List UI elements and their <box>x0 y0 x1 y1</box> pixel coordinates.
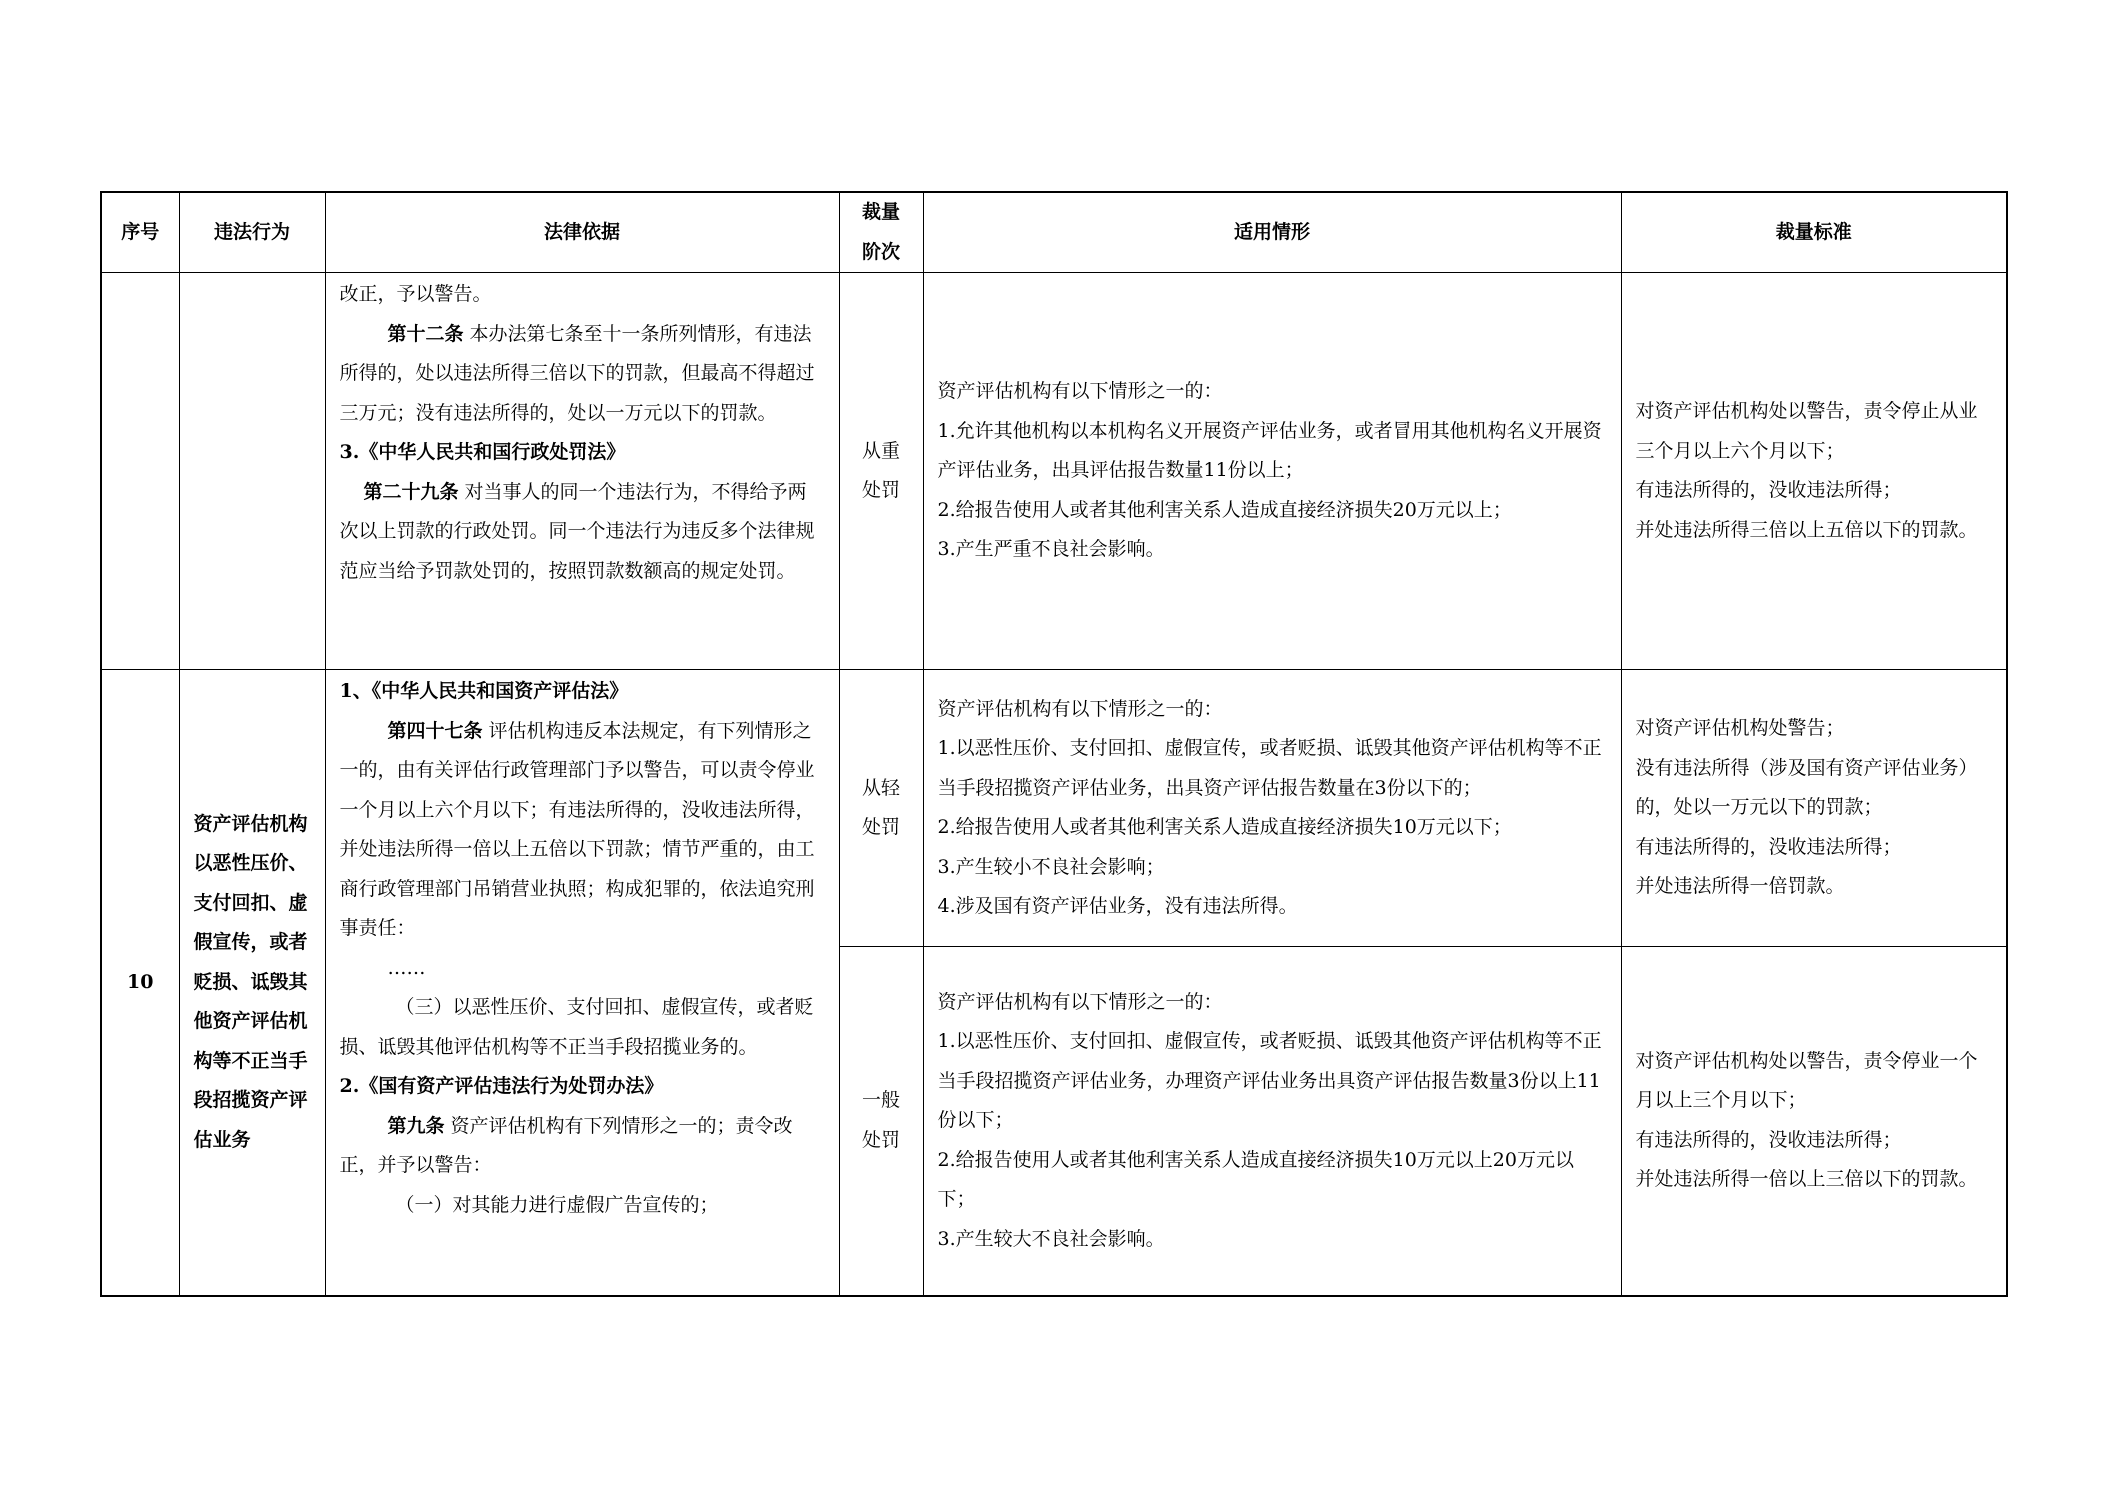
light-situation-line-2: 2.给报告使用人或者其他利害关系人造成直接经济损失10万元以下； <box>937 816 1512 838</box>
light-standard-line-1: 没有违法所得（涉及国有资产评估业务）的，处以一万元以下的罚款； <box>1635 756 1978 819</box>
row-10-law-ellipsis: …… <box>387 956 426 979</box>
general-standard-line-2: 并处违法所得一倍以上三倍以下的罚款。 <box>1635 1168 1978 1191</box>
article-12-lead: 第十二条 <box>387 322 464 345</box>
header-level-line-2: 阶次 <box>861 240 900 263</box>
general-situation-line-2: 2.给报告使用人或者其他利害关系人造成直接经济损失10万元以上20万元以下； <box>937 1148 1574 1210</box>
light-level-cell <box>839 670 923 947</box>
cont-violation-cell <box>179 273 325 670</box>
table-row-10-light <box>101 670 2007 947</box>
light-level-line-2: 处罚 <box>861 816 900 838</box>
cont-level-line-1: 从重 <box>861 439 900 462</box>
header-index: 序号 <box>101 192 179 273</box>
cont-law-para-1 <box>340 315 825 434</box>
cont-standard-cell <box>1621 273 2007 670</box>
light-situation-line-4: 4.涉及国有资产评估业务，没有违法所得。 <box>937 895 1298 917</box>
light-situation-line-3: 3.产生较小不良社会影响； <box>937 855 1165 878</box>
general-standard-line-1: 有违法所得的，没收违法所得； <box>1635 1128 1902 1151</box>
cont-situation-line-2: 2.给报告使用人或者其他利害关系人造成直接经济损失20万元以上； <box>937 498 1512 521</box>
cont-law-cell <box>325 273 839 670</box>
discretion-standard-table <box>100 191 2008 1297</box>
cont-index-cell <box>101 273 179 670</box>
article-9-lead: 第九条 <box>387 1114 445 1137</box>
cont-standard-line-1: 有违法所得的，没收违法所得； <box>1635 479 1902 501</box>
light-situation-line-1: 1.以恶性压价、支付回扣、虚假宣传，或者贬损、诋毁其他资产评估机构等不正当手段招揽资产评估业务，出具资产评估报告数量在3份以下的； <box>937 737 1602 799</box>
light-standard-cell <box>1621 670 2007 947</box>
law-title-state-asset-measures: 2.《国有资产评估违法行为处罚办法》 <box>339 1075 664 1097</box>
table-row-continuation <box>101 273 2007 670</box>
general-situation-line-3: 3.产生较大不良社会影响。 <box>937 1227 1165 1250</box>
general-situation-line-1: 1.以恶性压价、支付回扣、虚假宣传，或者贬损、诋毁其他资产评估机构等不正当手段招揽资产评估业务，办理资产评估业务出具资产评估报告数量3份以上11份以下； <box>937 1030 1602 1131</box>
cont-law-title-admin-penalty: 3.《中华人民共和国行政处罚法》 <box>339 441 626 463</box>
row-10-law-cell <box>325 670 839 1296</box>
cont-situation-line-0: 资产评估机构有以下情形之一的： <box>937 380 1223 403</box>
cont-standard-line-2: 并处违法所得三倍以上五倍以下的罚款。 <box>1635 518 1978 541</box>
row-10-law-item-3: （三）以恶性压价、支付回扣、虚假宣传，或者贬损、诋毁其他评估机构等不正当手段招揽业务的。 <box>339 996 814 1058</box>
cont-situation-line-1: 1.允许其他机构以本机构名义开展资产评估业务，或者冒用其他机构名义开展资产评估业务，出具评估报告数量11份以上； <box>937 419 1602 482</box>
light-standard-line-2: 有违法所得的，没收违法所得； <box>1635 835 1902 858</box>
article-47-lead: 第四十七条 <box>387 719 483 742</box>
general-situation-cell <box>923 947 1621 1296</box>
cont-situation-cell <box>923 273 1621 670</box>
article-12-text: 本办法第七条至十一条所列情形，有违法所得的，处以违法所得三倍以下的罚款，但最高不得超过三万元；没有违法所得的，处以一万元以下的罚款。 <box>339 322 815 424</box>
light-situation-line-0: 资产评估机构有以下情形之一的： <box>937 697 1223 720</box>
row-10-law-item-1: （一）对其能力进行虚假广告宣传的； <box>395 1193 719 1216</box>
header-discretion-level <box>839 192 923 273</box>
light-standard-line-0: 对资产评估机构处警告； <box>1635 717 1845 740</box>
cont-level-cell <box>839 273 923 670</box>
row-10-violation: 资产评估机构以恶性压价、支付回扣、虚假宣传，或者贬损、诋毁其他资产评估机构等不正当手段招揽资产评估业务 <box>179 670 325 1296</box>
general-situation-line-0: 资产评估机构有以下情形之一的： <box>937 990 1223 1013</box>
cont-situation-line-3: 3.产生严重不良社会影响。 <box>937 538 1165 561</box>
light-situation-cell <box>923 670 1621 947</box>
cont-law-para-0: 改正，予以警告。 <box>339 283 492 305</box>
header-applicable-situation: 适用情形 <box>923 192 1621 273</box>
cont-standard-line-0: 对资产评估机构处以警告，责令停止从业三个月以上六个月以下； <box>1635 400 1978 462</box>
general-level-line-2: 处罚 <box>861 1128 900 1151</box>
row-10-index: 10 <box>101 670 179 1296</box>
row-10-law-para-5 <box>340 1107 825 1186</box>
general-standard-cell <box>1621 947 2007 1296</box>
light-level-line-1: 从轻 <box>861 776 900 799</box>
header-level-line-1: 裁量 <box>861 201 900 223</box>
header-discretion-standard: 裁量标准 <box>1621 192 2007 273</box>
article-9-text: 资产评估机构有下列情形之一的；责令改正，并予以警告： <box>339 1114 793 1176</box>
cont-level-line-2: 处罚 <box>861 479 900 501</box>
row-10-law-para-1 <box>340 712 825 949</box>
article-47-text: 评估机构违反本法规定，有下列情形之一的，由有关评估行政管理部门予以警告，可以责令停业一个月以上六个月以下；有违法所得的，没收违法所得，并处违法所得一倍以上五倍以下罚款；情节严重的，由工商行政管理部门吊销营业执照；构成犯罪的，依法追究刑事责任： <box>339 719 815 939</box>
article-29-lead: 第二十九条 <box>363 480 459 503</box>
general-level-cell <box>839 947 923 1296</box>
law-title-asset-appraisal-law: 1、《中华人民共和国资产评估法》 <box>339 680 629 702</box>
header-row <box>101 192 2007 273</box>
header-legal-basis: 法律依据 <box>325 192 839 273</box>
light-standard-line-3: 并处违法所得一倍罚款。 <box>1635 875 1845 898</box>
cont-law-para-3 <box>340 473 825 592</box>
general-level-line-1: 一般 <box>861 1089 900 1112</box>
general-standard-line-0: 对资产评估机构处以警告，责令停业一个月以上三个月以下； <box>1635 1049 1978 1112</box>
article-29-text: 对当事人的同一个违法行为，不得给予两次以上罚款的行政处罚。同一个违法行为违反多个法律规范应当给予罚款处罚的，按照罚款数额高的规定处罚。 <box>339 480 815 582</box>
header-violation: 违法行为 <box>179 192 325 273</box>
